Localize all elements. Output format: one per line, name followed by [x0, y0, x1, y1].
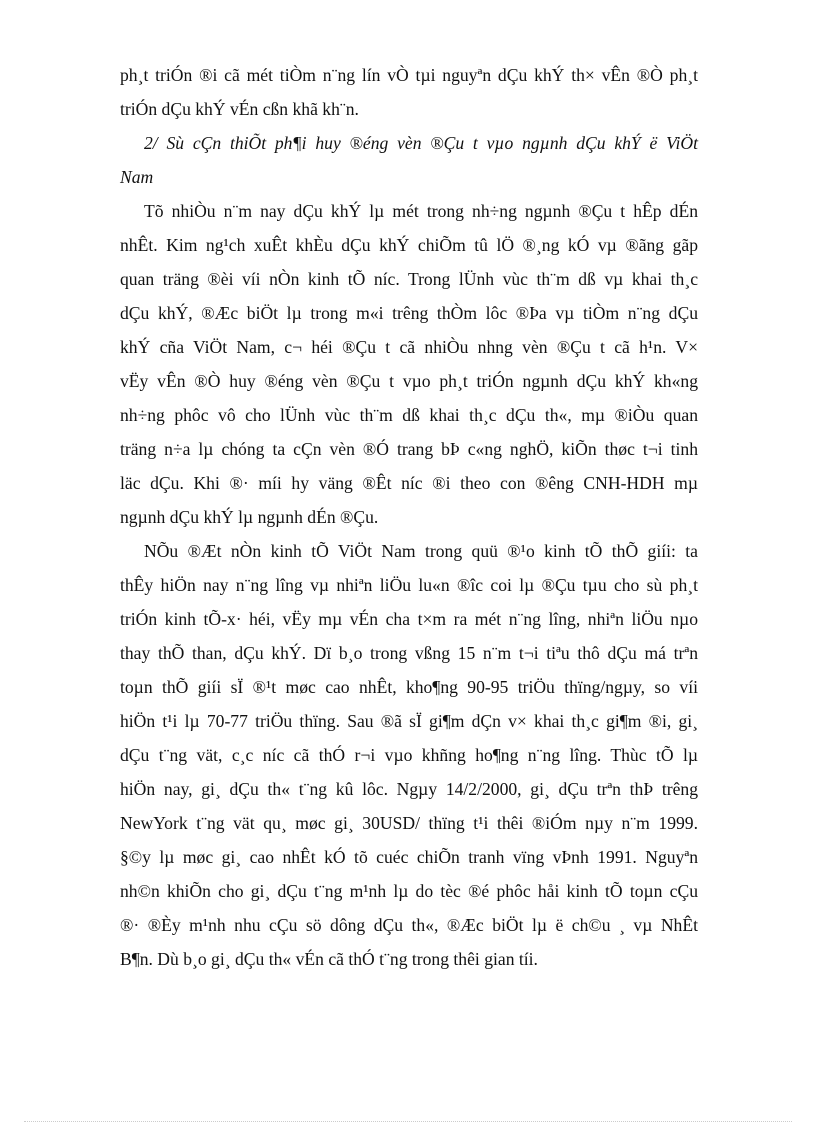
text-line: §©y lµ møc gi¸ cao nhÊt kÓ tõ cuéc chiÕn tranh vïng vÞnh 1991. Nguyªn — [120, 847, 698, 867]
text-line: Tõ nhiÒu n¨m nay dÇu khÝ lµ mét trong nh÷ng ngµnh ®Çu t hÊp dÉn — [144, 201, 698, 221]
text-line: ®· ®Èy m¹nh nhu cÇu sö dông dÇu th«, ®Æc biÖt lµ ë ch©u ¸ vµ NhÊt — [120, 915, 698, 935]
page-bottom-rule — [24, 1121, 792, 1122]
section-heading: 2/ Sù cÇn thiÕt ph¶i huy ®éng vèn ®Çu t vµo ngµnh dÇu khÝ ë ViÖt — [144, 133, 698, 153]
text-line: hiÖn nay, gi¸ dÇu th« t¨ng kû lôc. Ngµy 14/2/2000, gi¸ dÇu trªn thÞ trêng — [120, 779, 698, 799]
text-line: khÝ cña ViÖt Nam, c¬ héi ®Çu t cã nhiÒu nhng vèn ®Çu t cã h¹n. V× — [120, 337, 698, 357]
text-line: hiÖn t¹i lµ 70-77 triÖu thïng. Sau ®ã sÏ gi¶m dÇn v× khai th¸c gi¶m ®i, gi¸ — [120, 711, 698, 731]
text-line: ph¸t triÓn ®i cã mét tiÒm n¨ng lín vÒ tµi nguyªn dÇu khÝ th× vÊn ®Ò ph¸t — [120, 65, 698, 85]
text-line: triÓn kinh tÕ-x· héi, vËy mµ vÉn cha t×m ra mét n¨ng lîng, nhiªn liÖu nµo — [120, 609, 698, 629]
text-line: nhÊt. Kim ng¹ch xuÊt khÈu dÇu khÝ chiÕm tû lÖ ®¸ng kÓ vµ ®ãng gãp — [120, 235, 698, 255]
text-line: nh÷ng phôc vô cho lÜnh vùc th¨m dß khai th¸c dÇu th«, mµ ®iÒu quan — [120, 405, 698, 425]
text-line: träng n÷a lµ chóng ta cÇn vèn ®Ó trang bÞ c«ng nghÖ, kiÕn thøc t¬i tinh — [120, 439, 698, 459]
text-line: NÕu ®Æt nÒn kinh tÕ ViÖt Nam trong quü ®¹o kinh tÕ thÕ giíi: ta — [144, 541, 698, 561]
text-line: quan träng ®èi víi nÒn kinh tÕ níc. Trong lÜnh vùc th¨m dß vµ khai th¸c — [120, 269, 698, 289]
text-line: toµn thÕ giíi sÏ ®¹t møc cao nhÊt, kho¶ng 90-95 triÖu thïng/ngµy, so víi — [120, 677, 698, 697]
text-line: triÓn dÇu khÝ vÉn cßn khã kh¨n. — [120, 99, 359, 119]
text-line: thÊy hiÖn nay n¨ng lîng vµ nhiªn liÖu lu«n ®îc coi lµ ®Çu tµu cho sù ph¸t — [120, 575, 698, 595]
text-line: B¶n. Dù b¸o gi¸ dÇu th« vÉn cã thÓ t¨ng trong thêi gian tíi. — [120, 949, 538, 969]
text-line: NewYork t¨ng vät qu¸ møc gi¸ 30USD/ thïng t¹i thêi ®iÓm nµy n¨m 1999. — [120, 813, 698, 833]
text-line: vËy vÊn ®Ò huy ®éng vèn ®Çu t vµo ph¸t triÓn ngµnh dÇu khÝ kh«ng — [120, 371, 698, 391]
text-line: läc dÇu. Khi ®· míi hy väng ®Êt níc ®i theo con ®êng CNH-HDH mµ — [120, 473, 698, 493]
text-line: ngµnh dÇu khÝ lµ ngµnh dÉn ®Çu. — [120, 507, 379, 527]
text-line: thay thÕ than, dÇu khÝ. Dï b¸o trong vßng 15 n¨m t¬i tiªu thô dÇu má trªn — [120, 643, 698, 663]
section-heading: Nam — [120, 167, 154, 187]
text-line: dÇu t¨ng vät, c¸c níc cã thÓ r¬i vµo khñng ho¶ng n¨ng lîng. Thùc tÕ lµ — [120, 745, 698, 765]
text-line: dÇu khÝ, ®Æc biÖt lµ trong m«i trêng thÒm lôc ®Þa vµ tiÒm n¨ng dÇu — [120, 303, 698, 323]
text-line: nh©n khiÕn cho gi¸ dÇu t¨ng m¹nh lµ do tèc ®é phôc håi kinh tÕ toµn cÇu — [120, 881, 698, 901]
